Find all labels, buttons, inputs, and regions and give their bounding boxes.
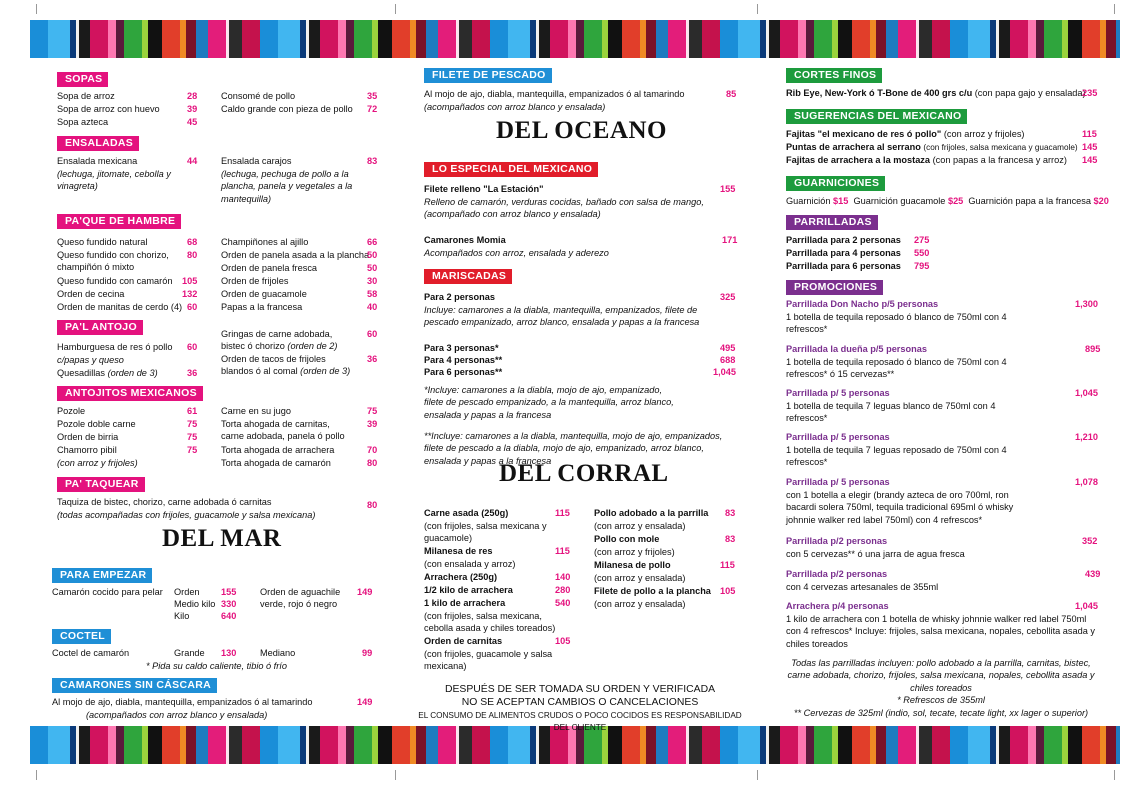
price: 155 (720, 184, 736, 194)
price: 61 (187, 406, 198, 416)
section-sugerencias-header: SUGERENCIAS DEL MEXICANO (786, 109, 967, 124)
price: 155 (221, 587, 237, 597)
heading-del-mar: DEL MAR (162, 525, 282, 552)
price: 140 (555, 572, 571, 582)
price: 36 (187, 368, 198, 378)
item-note: (orden de 2) (287, 341, 338, 352)
item-description: Relleno de camarón, verduras cocidas, bañado con salsa de mango, (acompañado con arroz blanco y ensalada) (424, 197, 704, 220)
price: 171 (722, 235, 738, 245)
section-sin-cascara-header: CAMARONES SIN CÁSCARA (52, 678, 217, 693)
promo-name: Arrachera p/4 personas (786, 601, 889, 611)
section-taquear-header: PA' TAQUEAR (57, 477, 145, 492)
parrilladas-note (786, 657, 1096, 719)
menu-item: Orden de aguachile verde, rojo ó negro (260, 587, 341, 610)
price: 28 (187, 91, 198, 101)
menu-item: Torta ahogada de carnitas, carne adobada, panela ó pollo (221, 419, 345, 442)
section-promociones-header: PROMOCIONES (786, 280, 883, 295)
item-name: Rib Eye, New-York ó T-Bone de 400 grs c/u (786, 88, 973, 98)
item-description: c/papas y queso (57, 355, 124, 365)
price: 60 (187, 302, 198, 312)
price: 85 (726, 89, 737, 99)
note-text: ** Cervezas de 325ml (indio, sol, tecate, tecate light, xx lager o superior) (793, 707, 1089, 718)
price: 115 (1082, 129, 1097, 139)
menu-item: Orden de panela asada a la plancha (221, 250, 370, 260)
price: 149 (357, 697, 373, 707)
menu-item: Sopa de arroz (57, 91, 115, 101)
size-label: Mediano (260, 648, 296, 658)
price: 145 (1082, 155, 1098, 165)
price: 80 (367, 458, 378, 468)
menu-item: Orden de frijoles (221, 276, 289, 286)
menu-item: Para 2 personas (424, 292, 495, 302)
item-description: (con arroz y ensalada) (594, 599, 686, 609)
menu-item: Ensalada mexicana (57, 156, 138, 166)
menu-item: Torta ahogada de arrachera (221, 445, 335, 455)
promo-description: 1 botella de tequila reposado ó blanco de 750ml con 4 refrescos* (786, 312, 1007, 335)
menu-item: Parrillada para 6 personas (786, 261, 901, 271)
price: 439 (1085, 569, 1101, 579)
price: 60 (187, 342, 198, 352)
menu-item (786, 154, 1067, 166)
section-mariscadas-header: MARISCADAS (424, 269, 512, 284)
menu-item: Al mojo de ajo, diabla, mantequilla, empanizados ó al tamarindo (424, 89, 685, 99)
menu-item: 1 kilo de arrachera (424, 598, 506, 608)
price: 30 (367, 276, 378, 286)
menu-item: Caldo grande con pieza de pollo (221, 104, 353, 114)
note-text: * Refrescos de 355ml (897, 695, 985, 706)
menu-item: Para 4 personas** (424, 355, 503, 365)
price: 50 (367, 263, 378, 273)
promo-description: 1 botella de tequila reposado ó blanco de 750ml con 4 refrescos* ó 15 cervezas** (786, 357, 1007, 380)
price: 495 (720, 343, 736, 353)
menu-item: Orden de guacamole (221, 289, 307, 299)
section-cortes-header: CORTES FINOS (786, 68, 882, 83)
menu-item: Parrillada para 4 personas (786, 248, 901, 258)
menu-item: Consomé de pollo (221, 91, 296, 101)
item-name: Fajitas de arrachera a la mostaza (786, 155, 931, 165)
menu-item: Camarón cocido para pelar (52, 587, 163, 597)
price: 550 (914, 248, 930, 258)
item-name: Quesadillas (57, 368, 106, 378)
price: 75 (187, 445, 198, 455)
menu-item: Ensalada carajos (221, 156, 292, 166)
promo-name: Parrillada p/ 5 personas (786, 477, 890, 487)
item-description: (con ensalada y arroz) (424, 559, 516, 569)
section-coctel-header: COCTEL (52, 629, 111, 644)
section-antojitos-header: ANTOJITOS MEXICANOS (57, 386, 203, 401)
price: 45 (187, 117, 198, 127)
item-note: (con arroz y frijoles) (943, 129, 1025, 139)
menu-item: Arrachera (250g) (424, 572, 498, 582)
item-description: (con arroz y ensalada) (594, 521, 686, 531)
price: 58 (367, 289, 378, 299)
promo-description: 1 botella de tequila 7 leguas blanco de 750ml con 4 refrescos* (786, 401, 996, 424)
price: 115 (555, 546, 570, 556)
item-description: Acompañados con arroz, ensalada y aderezo (424, 248, 609, 258)
menu-item: Coctel de camarón (52, 648, 130, 658)
price: 235 (1082, 88, 1098, 98)
item-description: (todas acompañadas con frijoles, guacamole y salsa mexicana) (57, 510, 316, 520)
promo-name: Parrillada Don Nacho p/5 personas (786, 299, 939, 309)
item-name: Guarnición guacamole (853, 196, 946, 206)
price: 40 (367, 302, 378, 312)
menu-item: Carne en su jugo (221, 406, 291, 416)
price: 80 (367, 500, 378, 510)
price: 83 (725, 508, 736, 518)
menu-item: Orden de manitas de cerdo (4) (57, 302, 183, 312)
price: 280 (555, 585, 571, 595)
item-name: Gringas de carne adobada, bistec ó chorizo (221, 329, 333, 352)
menu-item (786, 87, 1086, 99)
item-name: Guarnición papa a la francesa (968, 196, 1091, 206)
item-note: (orden de 3) (300, 366, 351, 377)
price: 149 (357, 587, 373, 597)
promo-description: 1 botella de tequila 7 leguas reposado de 750ml con 4 refrescos* (786, 445, 1007, 468)
menu-item: Taquiza de bistec, chorizo, carne adobada ó carnitas (57, 497, 272, 507)
price: $20 (1093, 196, 1109, 206)
price: 75 (187, 432, 198, 442)
menu-item: Orden de cecina (57, 289, 125, 299)
size-label: Kilo (174, 611, 190, 621)
menu-item (786, 128, 1024, 140)
price: 1,045 (1075, 388, 1098, 398)
price: 1,300 (1075, 299, 1098, 309)
notice-line: NO SE ACEPTAN CAMBIOS O CANCELACIONES (461, 696, 699, 708)
price: 39 (367, 419, 378, 429)
size-label: Grande (174, 648, 205, 658)
item-description: Incluye: camarones a la diabla, mantequilla, empanizados, filete de pescado empanizado, arroz blanco, ensalada y papas a la francesa (424, 305, 700, 328)
price: 83 (725, 534, 736, 544)
item-description: (con arroz y ensalada) (594, 573, 686, 583)
promo-description: 1 kilo de arrachera con 1 botella de whisky johnnie walker red label 750ml con 4 refrescos* Incluye: frijoles, salsa mexicana, nopales, cebollita asada y chiles toreados (786, 614, 1095, 649)
item-name: Orden de tacos de frijoles blandos ó al comal (221, 354, 326, 377)
price: 66 (367, 237, 378, 247)
price: 72 (367, 104, 378, 114)
menu-item: Orden de carnitas (424, 636, 503, 646)
promo-description: con 4 cervezas artesanales de 355ml (786, 582, 939, 592)
heading-del-corral: DEL CORRAL (499, 460, 669, 487)
section-guarniciones-header: GUARNICIONES (786, 176, 885, 191)
note-text: Todas las parrilladas incluyen: pollo adobado a la parrilla, carnitas, bistec, carne adobada, chorizo, frijoles, salsa mexicana, nopales, cebollita asada y chiles toreados (787, 658, 1095, 693)
price: 39 (187, 104, 198, 114)
price: 795 (914, 261, 930, 271)
menu-item: Sopa azteca (57, 117, 109, 127)
price: 540 (555, 598, 571, 608)
menu-item: Orden de birria (57, 432, 119, 442)
section-filete-header: FILETE DE PESCADO (424, 68, 552, 83)
promo-name: Parrillada p/ 5 personas (786, 432, 890, 442)
price: 1,078 (1075, 477, 1098, 487)
price: 36 (367, 354, 378, 364)
price: 105 (555, 636, 571, 646)
item-description: (lechuga, pechuga de pollo a la plancha, panela y vegetales a la mantequilla) (221, 169, 353, 204)
section-ensaladas-header: ENSALADAS (57, 136, 139, 151)
menu-item: Queso fundido natural (57, 237, 148, 247)
menu-item: Torta ahogada de camarón (221, 458, 331, 468)
promo-name: Parrillada p/2 personas (786, 569, 888, 579)
price: 99 (362, 648, 373, 658)
menu-item: Para 6 personas** (424, 367, 503, 377)
menu-item: Filete de pollo a la plancha (594, 586, 711, 596)
item-name: Puntas de arrachera al serrano (786, 142, 921, 152)
notice-line: EL CONSUMO DE ALIMENTOS CRUDOS O POCO COCIDOS ES RESPONSABILIDAD DEL CLIENTE (418, 710, 742, 733)
price: 640 (221, 611, 237, 621)
item-note: (con papa gajo y ensalada) (974, 88, 1086, 98)
price: 130 (221, 648, 237, 658)
item-description: (lechuga, jitomate, cebolla y vinagreta) (57, 169, 171, 192)
price: 68 (187, 237, 198, 247)
promo-name: Parrillada la dueña p/5 personas (786, 344, 927, 354)
price: 105 (720, 586, 736, 596)
item-name: Fajitas "el mexicano de res ó pollo" (786, 129, 942, 139)
size-label: Orden (174, 587, 200, 597)
price: 115 (555, 508, 570, 518)
notice-line: DESPUÉS DE SER TOMADA SU ORDEN Y VERIFICADA (444, 684, 716, 695)
heading-del-oceano: DEL OCEANO (496, 117, 668, 144)
price: 1,210 (1075, 432, 1098, 442)
price: $25 (947, 196, 964, 206)
size-label: Medio kilo (174, 599, 216, 609)
item-description: (acompañados con arroz blanco y ensalada) (86, 710, 268, 720)
price: 70 (367, 445, 378, 455)
item-note: (orden de 3) (107, 368, 158, 378)
section-empezar-header: PARA EMPEZAR (52, 568, 152, 583)
promo-name: Parrillada p/2 personas (786, 536, 888, 546)
menu-item: Para 3 personas* (424, 343, 499, 353)
price: 275 (914, 235, 930, 245)
price: 115 (720, 560, 735, 570)
menu-item: Milanesa de pollo (594, 560, 671, 570)
menu-item: Queso fundido con camarón (57, 276, 173, 286)
price: $15 (833, 196, 849, 206)
promo-description: con 1 botella a elegir (brandy azteca de oro 700ml, ron bacardi solera 750ml, tequila tradicional 695ml ó whisky johnnie walker red label 750ml) con 4 refrescos* (786, 490, 1014, 525)
menu-item: Chamorro pibil (57, 445, 117, 455)
price: 105 (182, 276, 198, 286)
menu-item: Hamburguesa de res ó pollo (57, 342, 173, 352)
menu-item: Filete relleno "La Estación" (424, 184, 544, 194)
price: 35 (367, 91, 378, 101)
menu-item: Parrillada para 2 personas (786, 235, 901, 245)
section-sopas-header: SOPAS (57, 72, 108, 87)
item-description: (con arroz y frijoles) (57, 458, 138, 468)
price: 44 (187, 156, 198, 166)
section-antojo-header: PA'L ANTOJO (57, 320, 143, 335)
menu-item: Papas a la francesa (221, 302, 303, 312)
menu-item: Orden de panela fresca (221, 263, 318, 273)
price: 75 (187, 419, 198, 429)
item-description: (con frijoles, salsa mexicana y guacamole) (424, 521, 547, 544)
section-parrilladas-header: PARRILLADAS (786, 215, 878, 230)
price: 75 (367, 406, 378, 416)
menu-item (786, 195, 1109, 207)
item-note: (con papas a la francesa y arroz) (932, 155, 1067, 165)
item-description: (con frijoles, salsa mexicana, cebolla asada y chiles toreados) (424, 611, 556, 634)
menu-item: Sopa de arroz con huevo (57, 104, 160, 114)
item-description: (con frijoles, guacamole y salsa mexicana) (424, 649, 553, 672)
menu-item: Champiñones al ajillo (221, 237, 309, 247)
menu-item: Al mojo de ajo, diabla, mantequilla, empanizados ó al tamarindo (52, 697, 313, 707)
menu-item: Pozole doble carne (57, 419, 136, 429)
menu-item: Pozole (57, 406, 86, 416)
menu-item: Pollo adobado a la parrilla (594, 508, 709, 518)
price: 83 (367, 156, 378, 166)
item-name: Guarnición (786, 196, 831, 206)
menu-item: Camarones Momia (424, 235, 506, 245)
price: 330 (221, 599, 237, 609)
item-note: (con frijoles, salsa mexicana y guacamole) (923, 143, 1078, 152)
price: 145 (1082, 142, 1098, 152)
section-especial-header: LO ESPECIAL DEL MEXICANO (424, 162, 598, 177)
promo-description: con 5 cervezas** ó una jarra de agua fresca (786, 549, 965, 559)
menu-item: Pollo con mole (594, 534, 660, 544)
price: 688 (720, 355, 736, 365)
item-note: **Incluye: camarones a la diabla, mantequilla, mojo de ajo, empanizados, filete de pescado a la diabla, mojo de ajo, empanizado, arroz blanco, ensalada y papas a la francesa (424, 431, 723, 466)
price: 1,045 (713, 367, 736, 377)
menu-item (786, 141, 1078, 154)
item-description: (con arroz y frijoles) (594, 547, 675, 557)
menu-item: 1/2 kilo de arrachera (424, 585, 513, 595)
price: 50 (367, 250, 378, 260)
price: 325 (720, 292, 736, 302)
item-note: *Incluye: camarones a la diabla, mojo de ajo, empanizado, filete de pescado empanizado, a la mantequilla, arroz blanco, ensalada y papas a la francesa (424, 385, 674, 420)
price: 60 (367, 329, 378, 339)
price: 895 (1085, 344, 1101, 354)
section-paque-header: PA'QUE DE HAMBRE (57, 214, 181, 229)
promo-name: Parrillada p/ 5 personas (786, 388, 890, 398)
menu-item: Queso fundido con chorizo, champiñón ó mixto (57, 250, 169, 273)
menu-item: Carne asada (250g) (424, 508, 509, 518)
menu-item: Milanesa de res (424, 546, 493, 556)
item-note: * Pida su caldo caliente, tibio ó frío (146, 661, 287, 671)
item-description: (acompañados con arroz blanco y ensalada) (424, 102, 606, 112)
price: 132 (182, 289, 198, 299)
price: 80 (187, 250, 198, 260)
price: 352 (1082, 536, 1098, 546)
price: 1,045 (1075, 601, 1098, 611)
